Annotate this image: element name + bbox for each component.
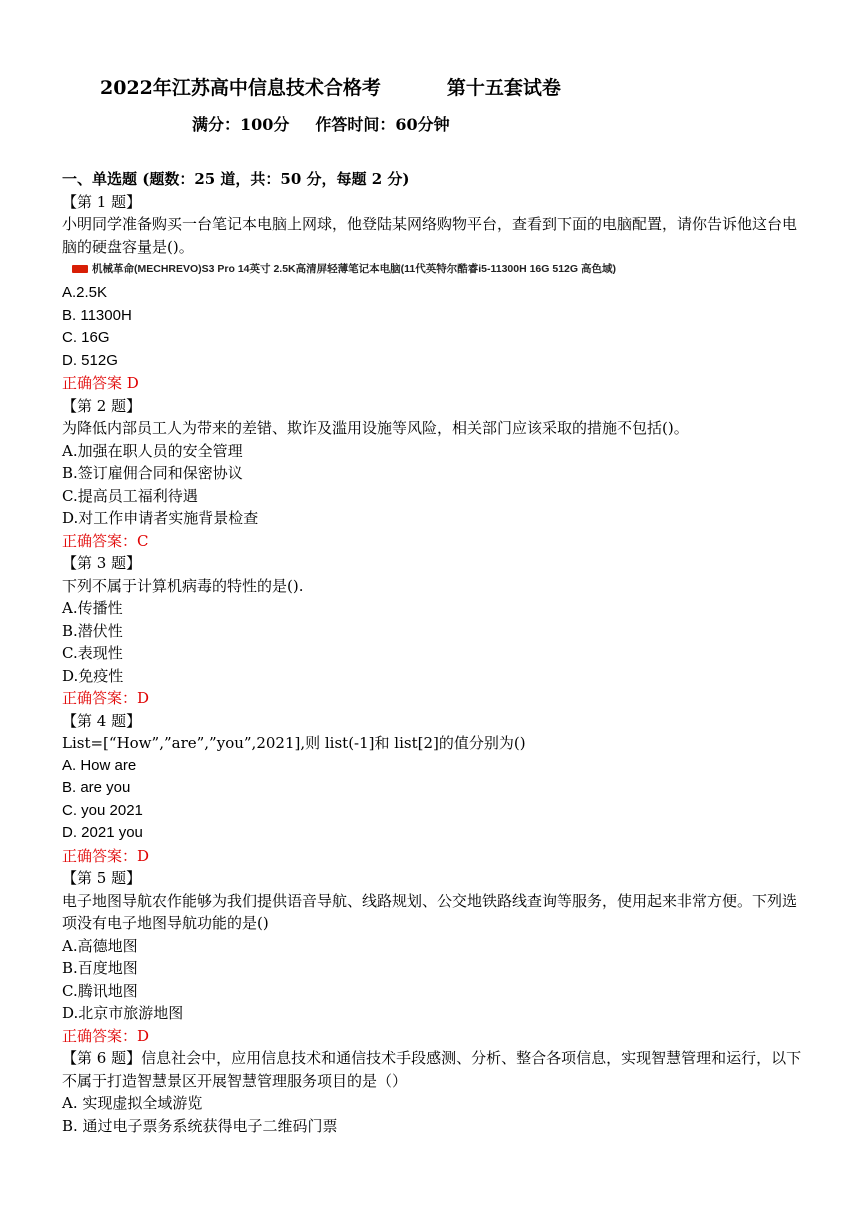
option: A. 实现虚拟全域游览: [62, 1094, 203, 1112]
correct-answer: 正确答案：D: [62, 846, 150, 865]
full-score: 满分：100分: [192, 115, 290, 134]
correct-answer: 正确答案：C: [62, 531, 149, 550]
exam-set-name: 第十五套试卷: [446, 77, 561, 99]
option: B.潜伏性: [62, 621, 123, 640]
option: D. 512G: [62, 351, 118, 369]
option: C.表现性: [62, 644, 123, 662]
correct-answer: 正确答案 D: [62, 374, 139, 392]
option: D. 2021 you: [62, 824, 143, 841]
option: C. 16G: [62, 329, 110, 346]
option: C. you 2021: [62, 801, 143, 819]
product-title: 机械革命(MECHREVO)S3 Pro 14英寸 2.5K高清屏轻薄笔记本电脑(11代英特尔酷睿i5-11300H 16G 512G 高色域): [92, 262, 616, 275]
question-label: 【第 2 题】: [62, 396, 142, 415]
correct-answer: 正确答案：D: [62, 1026, 150, 1045]
option: D.免疫性: [62, 666, 124, 685]
question-text: 信息社会中，应用信息技术和通信技术手段感测、分析、整合各项信息，实现智慧管理和运行，以下不属于打造智慧景区开展智慧管理服务项目的是（）: [62, 1049, 802, 1090]
question-label: 【第 3 题】: [62, 554, 142, 572]
exam-title-main: 2022年江苏高中信息技术合格考: [100, 77, 381, 99]
option: B. 11300H: [62, 306, 132, 324]
option: B.百度地图: [62, 959, 138, 977]
exam-content: [62, 168, 807, 1137]
option: A. How are: [62, 756, 137, 774]
question-label: 【第 4 题】: [62, 711, 142, 730]
question-label: 【第 1 题】: [62, 192, 142, 211]
option: A.2.5K: [62, 284, 108, 301]
option: D.对工作申请者实施背景检查: [62, 509, 259, 527]
option: B. are you: [62, 779, 131, 796]
exam-subtitle: [192, 112, 450, 135]
question-label: 【第 6 题】: [62, 1049, 142, 1067]
option: A.高德地图: [62, 936, 138, 955]
question-6: [62, 1047, 807, 1092]
option: B. 通过电子票务系统获得电子二维码门票: [62, 1116, 338, 1135]
product-badge-icon: [72, 265, 88, 273]
question-text: List=[“How”,”are”,”you”,2021],则 list(-1]和 list[2]的值分别为(): [62, 734, 526, 752]
option: B.签订雇佣合同和保密协议: [62, 464, 243, 482]
option: C.腾讯地图: [62, 981, 138, 1000]
option: A.加强在职人员的安全管理: [62, 441, 243, 460]
question-label: 【第 5 题】: [62, 869, 142, 887]
exam-time: 作答时间：60分钟: [315, 115, 450, 134]
question-text: 小明同学准备购买一台笔记本电脑上网球，他登陆某网络购物平台，查看到下面的电脑配置，请你告诉他这台电脑的硬盘容量是()。: [62, 215, 798, 256]
section-heading: 一、单选题 (题数：25 道，共：50 分，每题 2 分): [62, 170, 410, 188]
option: C.提高员工福利待遇: [62, 486, 198, 505]
option: A.传播性: [62, 599, 123, 617]
product-image: [72, 260, 807, 278]
question-text: 电子地图导航农作能够为我们提供语音导航、线路规划、公交地铁路线查询等服务，使用起来非常方便。下列选项没有电子地图导航功能的是(): [62, 891, 798, 932]
question-text: 为降低内部员工人为带来的差错、欺诈及滥用设施等风险，相关部门应该采取的措施不包括()。: [62, 419, 689, 437]
correct-answer: 正确答案：D: [62, 689, 150, 707]
exam-title: [100, 73, 561, 100]
question-text: 下列不属于计算机病毒的特性的是().: [62, 576, 304, 595]
option: D.北京市旅游地图: [62, 1004, 184, 1022]
